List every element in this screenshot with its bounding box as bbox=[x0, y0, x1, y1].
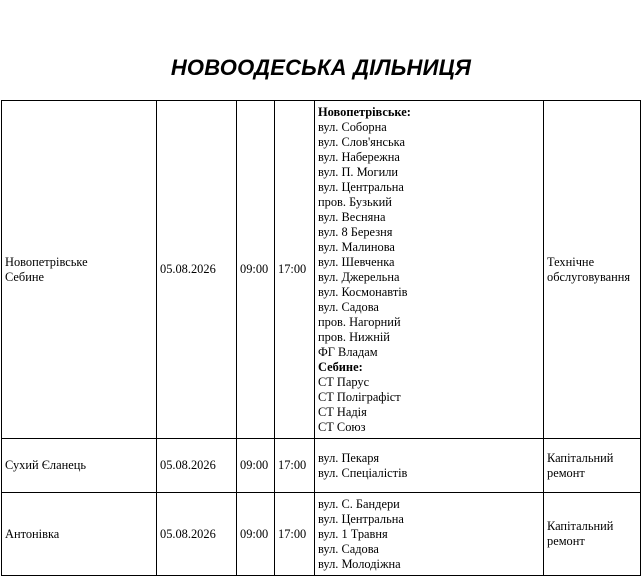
work-type-text: обслуговування bbox=[547, 269, 631, 284]
table-row bbox=[2, 439, 641, 493]
date-cell: 05.08.2026 bbox=[157, 101, 237, 439]
date-cell: 05.08.2026 bbox=[157, 439, 237, 493]
street-item: СТ Парус bbox=[318, 374, 370, 389]
settlement-name: Себине bbox=[5, 269, 44, 284]
end-time-cell: 17:00 bbox=[275, 493, 315, 576]
street-list-cell bbox=[315, 493, 544, 576]
work-type-cell bbox=[544, 493, 641, 576]
settlement-cell bbox=[2, 493, 157, 576]
settlement-cell bbox=[2, 439, 157, 493]
street-item: пров. Бузький bbox=[318, 194, 392, 209]
start-time-cell: 09:00 bbox=[237, 439, 275, 493]
street-item: пров. Нижній bbox=[318, 329, 390, 344]
street-item: вул. Спеціалістів bbox=[318, 465, 408, 480]
street-item: вул. Малинова bbox=[318, 239, 395, 254]
street-list-cell bbox=[315, 101, 544, 439]
outage-schedule-table bbox=[1, 100, 641, 576]
street-item: вул. Набережна bbox=[318, 149, 400, 164]
page-title: НОВООДЕСЬКА ДІЛЬНИЦЯ bbox=[170, 55, 472, 80]
date-cell: 05.08.2026 bbox=[157, 493, 237, 576]
street-item: вул. П. Могили bbox=[318, 164, 399, 179]
street-item: ФГ Владам bbox=[318, 344, 378, 359]
work-type-text: ремонт bbox=[547, 534, 585, 548]
street-item: вул. Центральна bbox=[318, 511, 404, 526]
street-item: вул. Соборна bbox=[318, 119, 387, 134]
start-time-cell: 09:00 bbox=[237, 101, 275, 439]
street-item: вул. 1 Травня bbox=[318, 526, 388, 541]
table-row bbox=[2, 493, 641, 576]
start-time-cell: 09:00 bbox=[237, 493, 275, 576]
settlement-cell bbox=[2, 101, 157, 439]
street-item: вул. Молодіжна bbox=[318, 556, 401, 571]
street-item: вул. Весняна bbox=[318, 209, 386, 224]
street-item: СТ Надія bbox=[318, 404, 367, 419]
end-time-cell: 17:00 bbox=[275, 439, 315, 493]
street-item: вул. Джерельна bbox=[318, 269, 400, 284]
street-item: вул. Центральна bbox=[318, 179, 404, 194]
table-body bbox=[2, 101, 641, 576]
settlement-heading: Себине: bbox=[318, 359, 363, 374]
street-item: вул. Пекаря bbox=[318, 450, 380, 465]
street-item: вул. Шевченка bbox=[318, 254, 395, 269]
street-list-cell bbox=[315, 439, 544, 493]
table-row bbox=[2, 101, 641, 439]
settlement-heading: Новопетрівське: bbox=[318, 104, 411, 119]
work-type-text: Капітальний bbox=[547, 450, 614, 465]
settlement-name: Сухий Єланець bbox=[5, 458, 86, 472]
settlement-name: Новопетрівське bbox=[5, 254, 88, 269]
work-type-cell bbox=[544, 439, 641, 493]
work-type-text: Технічне bbox=[547, 254, 595, 269]
work-type-cell bbox=[544, 101, 641, 439]
work-type-text: Капітальний bbox=[547, 519, 614, 533]
end-time-cell: 17:00 bbox=[275, 101, 315, 439]
street-item: вул. Космонавтів bbox=[318, 284, 408, 299]
street-item: вул. Слов'янська bbox=[318, 134, 405, 149]
street-item: вул. 8 Березня bbox=[318, 224, 393, 239]
work-type-text: ремонт bbox=[547, 465, 585, 480]
street-item: вул. Садова bbox=[318, 299, 379, 314]
settlement-name: Антонівка bbox=[5, 526, 60, 541]
street-item: СТ Поліграфіст bbox=[318, 389, 401, 404]
street-item: вул. С. Бандери bbox=[318, 496, 400, 511]
street-item: СТ Союз bbox=[318, 419, 366, 434]
street-item: пров. Нагорний bbox=[318, 314, 401, 329]
street-item: вул. Садова bbox=[318, 541, 379, 556]
